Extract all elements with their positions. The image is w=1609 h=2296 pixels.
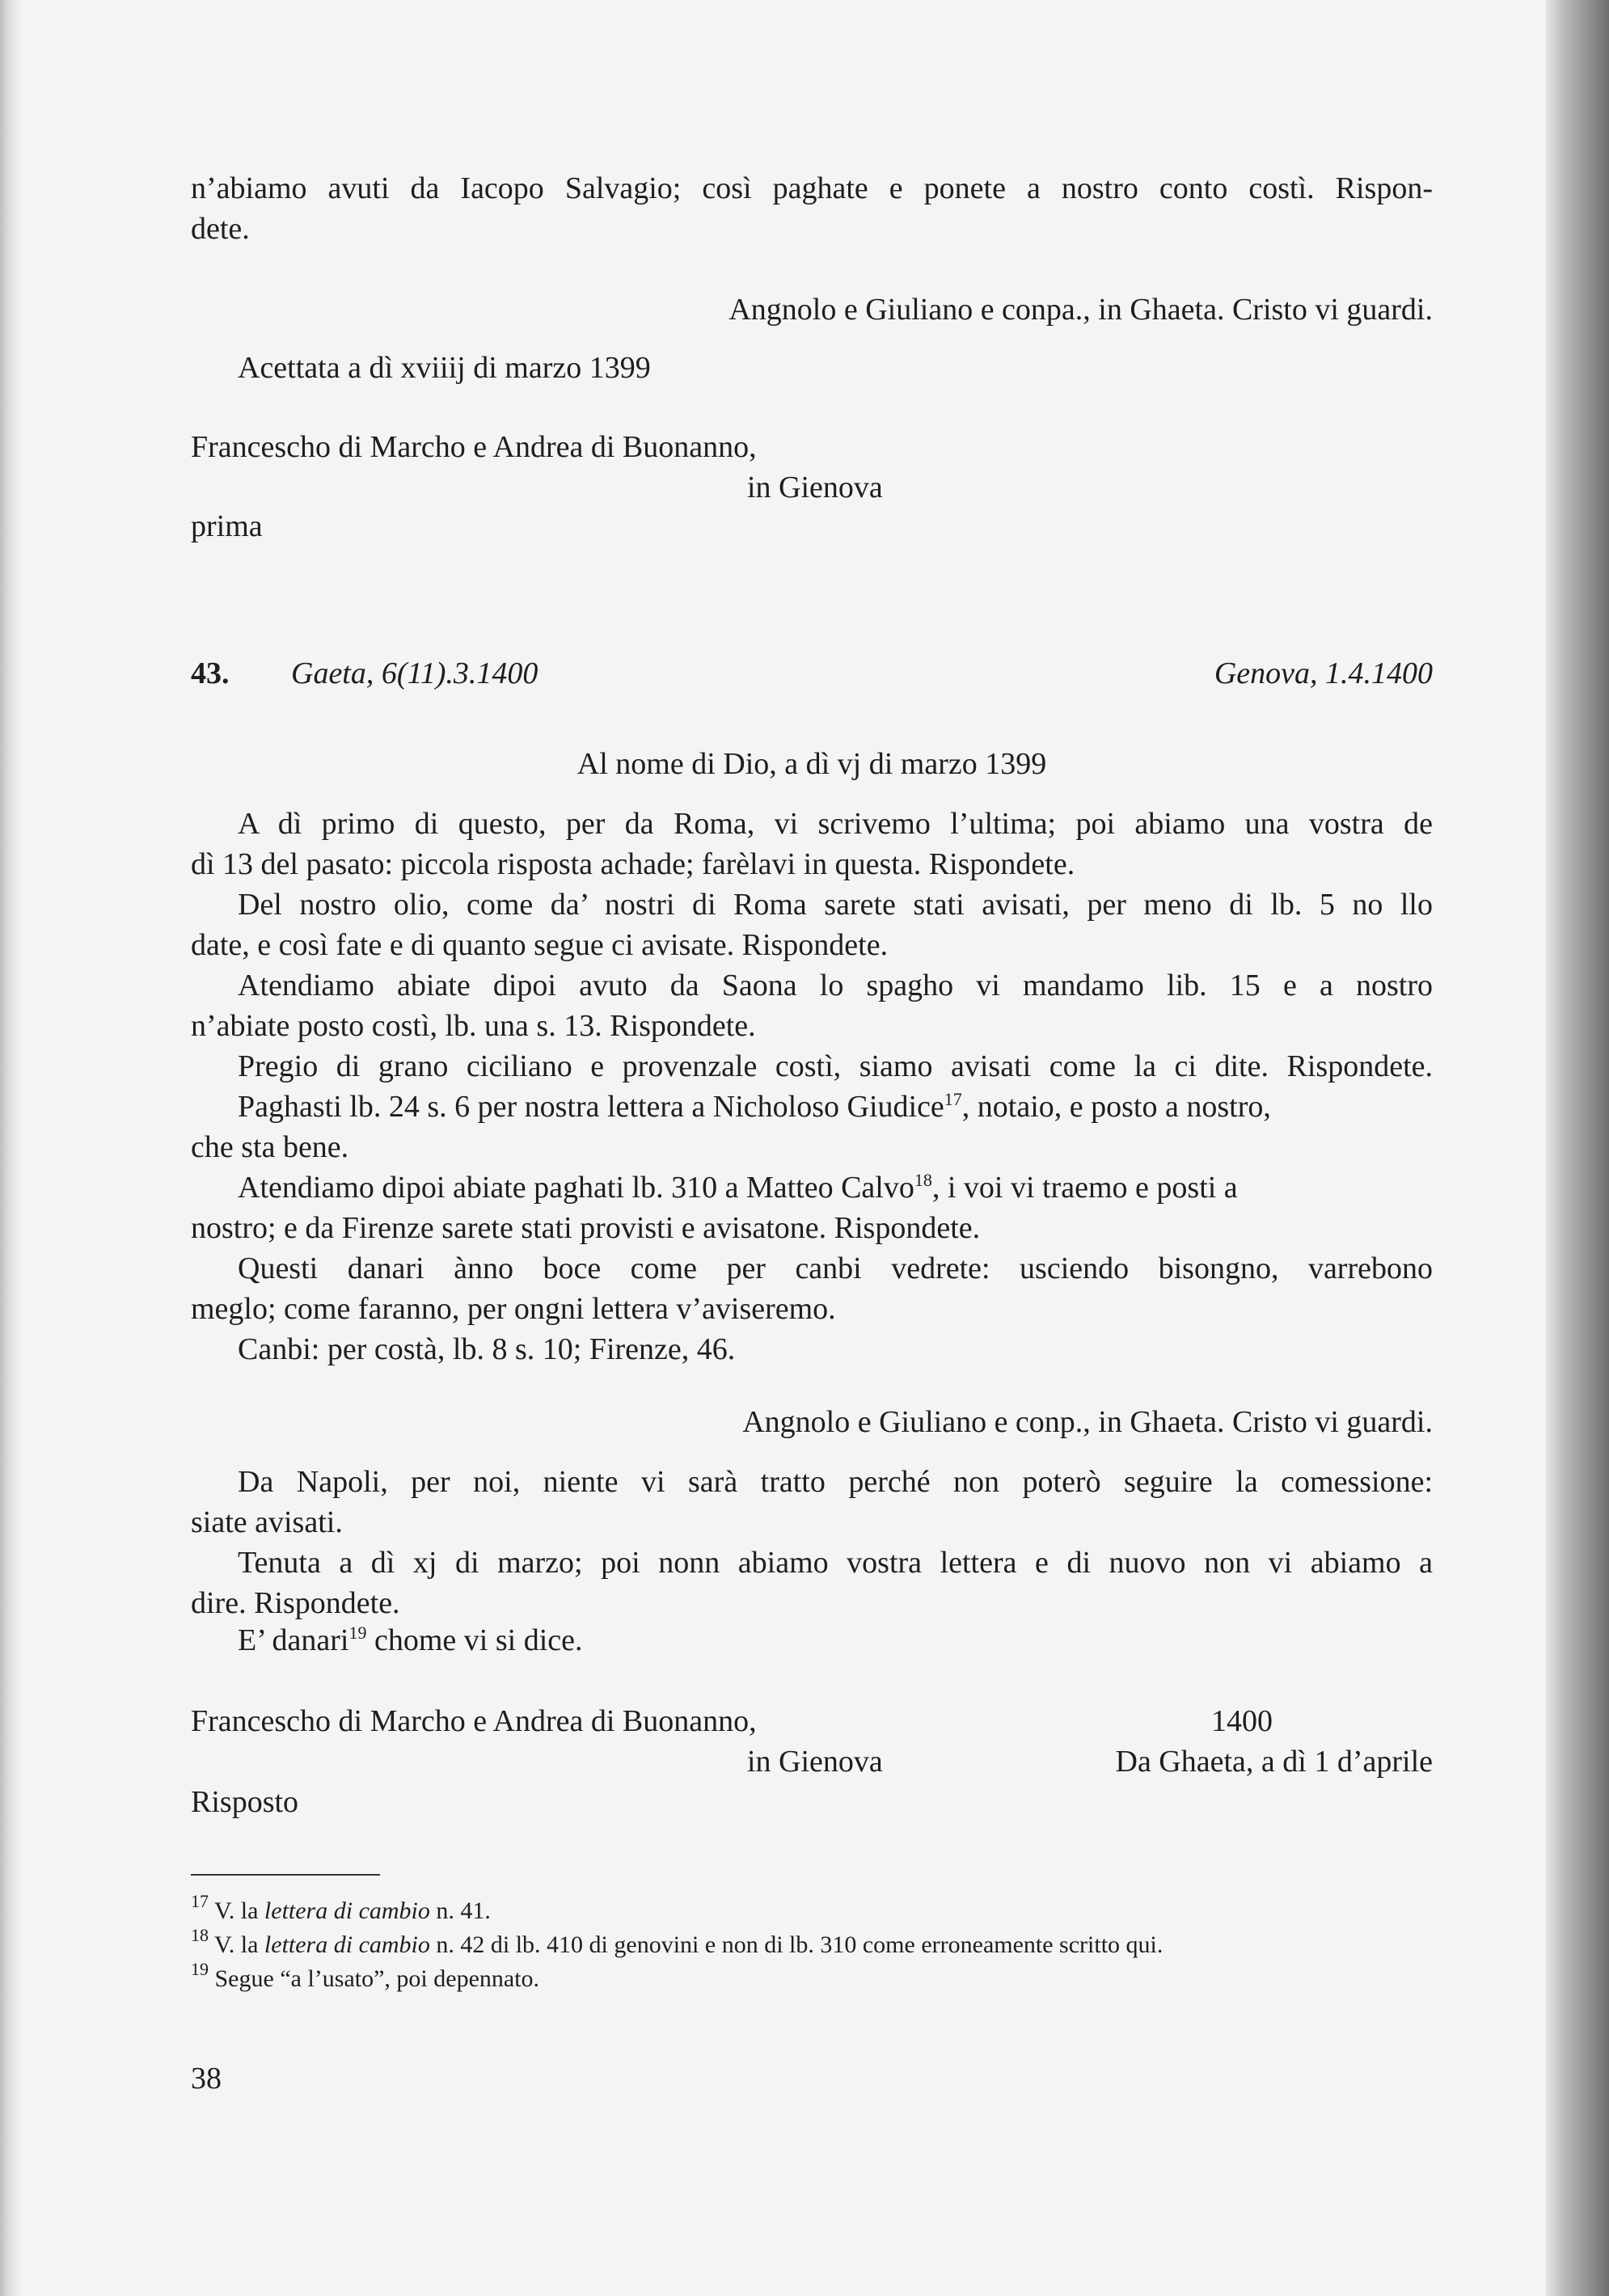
text-line — [238, 1620, 1433, 1661]
text-line: siate avisati. — [191, 1505, 343, 1539]
text-span: Paghasti lb. 24 s. 6 per nostra lettera a Nicholoso Giudice — [238, 1090, 944, 1124]
footnote-text: Segue “a l’usato”, poi depennato. — [214, 1965, 540, 1992]
address-mark: Risposto — [191, 1785, 299, 1819]
footnote — [191, 1891, 491, 1927]
footnote-number: 17 — [191, 1891, 209, 1911]
page-gutter-shadow — [0, 0, 23, 2296]
address-city: in Gienova — [747, 1745, 883, 1779]
footnote-italic: lettera di cambio — [264, 1931, 430, 1958]
text-span: , notaio, e posto a nostro, — [961, 1090, 1271, 1124]
text-span: chome vi si dice. — [366, 1623, 583, 1657]
text-span: , i voi vi traemo e posti a — [931, 1171, 1238, 1205]
footnote-text: n. 41. — [429, 1897, 491, 1924]
text-line: Pregio di grano ciciliano e provenzale costì, siamo avisati come la ci dite. Rispondete. — [238, 1049, 1433, 1083]
text-line: dì 13 del pasato: piccola risposta achade; farèlavi in questa. Rispondete. — [191, 847, 1075, 881]
invocation: Al nome di Dio, a dì vj di marzo 1399 — [576, 747, 1047, 781]
text-line: Canbi: per costà, lb. 8 s. 10; Firenze, 46. — [238, 1332, 736, 1366]
text-line: meglo; come faranno, per ongni lettera v’aviseremo. — [191, 1292, 836, 1326]
address-mark: prima — [191, 509, 263, 543]
text-span: Atendiamo dipoi abiate paghati lb. 310 a Matteo Calvo — [238, 1171, 914, 1205]
book-page-edge — [1546, 0, 1609, 2296]
letter-number: 43. — [191, 656, 230, 690]
letter-destination: Genova, 1.4.1400 — [1214, 656, 1433, 690]
footnote-text: n. 42 di lb. 410 di genovini e non di lb. 310 come erroneamente scritto qui. — [429, 1931, 1163, 1958]
text-line: Tenuta a dì xj di marzo; poi nonn abiamo vostra lettera e di nuovo non vi abiamo a — [238, 1546, 1433, 1580]
text-line: dete. — [191, 212, 250, 246]
text-line: Questi danari ànno boce come per canbi vedrete: usciendo bisongno, varrebono — [238, 1251, 1433, 1285]
text-line: nostro; e da Firenze sarete stati provisti e avisatone. Rispondete. — [191, 1211, 981, 1245]
closing-signature: Angnolo e Giuliano e conp., in Ghaeta. Cristo vi guardi. — [742, 1405, 1433, 1439]
footnote-text: V. la — [213, 1897, 264, 1924]
address-name: Francescho di Marcho e Andrea di Buonanno, — [191, 430, 757, 464]
footnote-ref[interactable]: 17 — [944, 1089, 962, 1109]
footnote-text: V. la — [213, 1931, 264, 1958]
footnote — [191, 1925, 1163, 1961]
text-line — [238, 1087, 1433, 1127]
footnote-italic: lettera di cambio — [264, 1897, 430, 1924]
acceptance-note: Acettata a dì xviiij di marzo 1399 — [238, 351, 651, 385]
text-line: Del nostro olio, come da’ nostri di Roma sarete stati avisati, per meno di lb. 5 no llo — [238, 888, 1433, 922]
received-note: Da Ghaeta, a dì 1 d’aprile — [1115, 1745, 1433, 1779]
footnote — [191, 1959, 540, 1995]
footnote-ref[interactable]: 19 — [348, 1623, 367, 1643]
text-span: E’ danari — [238, 1623, 349, 1657]
address-city: in Gienova — [747, 471, 883, 504]
text-line: A dì primo di questo, per da Roma, vi scrivemo l’ultima; poi abiamo una vostra de — [238, 807, 1433, 841]
address-name: Francescho di Marcho e Andrea di Buonanno, — [191, 1704, 757, 1738]
text-line: Atendiamo abiate dipoi avuto da Saona lo spagho vi mandamo lib. 15 e a nostro — [238, 969, 1433, 1002]
text-line: dire. Rispondete. — [191, 1586, 400, 1620]
footnote-divider — [191, 1874, 380, 1876]
footnote-ref[interactable]: 18 — [914, 1170, 932, 1190]
page-number: 38 — [191, 2062, 222, 2096]
text-line: date, e così fate e di quanto segue ci avisate. Rispondete. — [191, 928, 889, 962]
footnote-number: 19 — [191, 1959, 209, 1979]
footnote-number: 18 — [191, 1925, 209, 1945]
address-year: 1400 — [1211, 1704, 1273, 1738]
text-line: Da Napoli, per noi, niente vi sarà tratto perché non poterò seguire la comessione: — [238, 1465, 1433, 1499]
letter-origin: Gaeta, 6(11).3.1400 — [291, 656, 538, 690]
text-line: n’abiate posto costì, lb. una s. 13. Rispondete. — [191, 1009, 756, 1043]
closing-signature: Angnolo e Giuliano e conpa., in Ghaeta. Cristo vi guardi. — [728, 293, 1433, 327]
text-line: n’abiamo avuti da Iacopo Salvagio; così paghate e ponete a nostro conto costì. Rispon- — [191, 171, 1433, 205]
text-line: che sta bene. — [191, 1130, 349, 1164]
text-line — [238, 1167, 1433, 1208]
